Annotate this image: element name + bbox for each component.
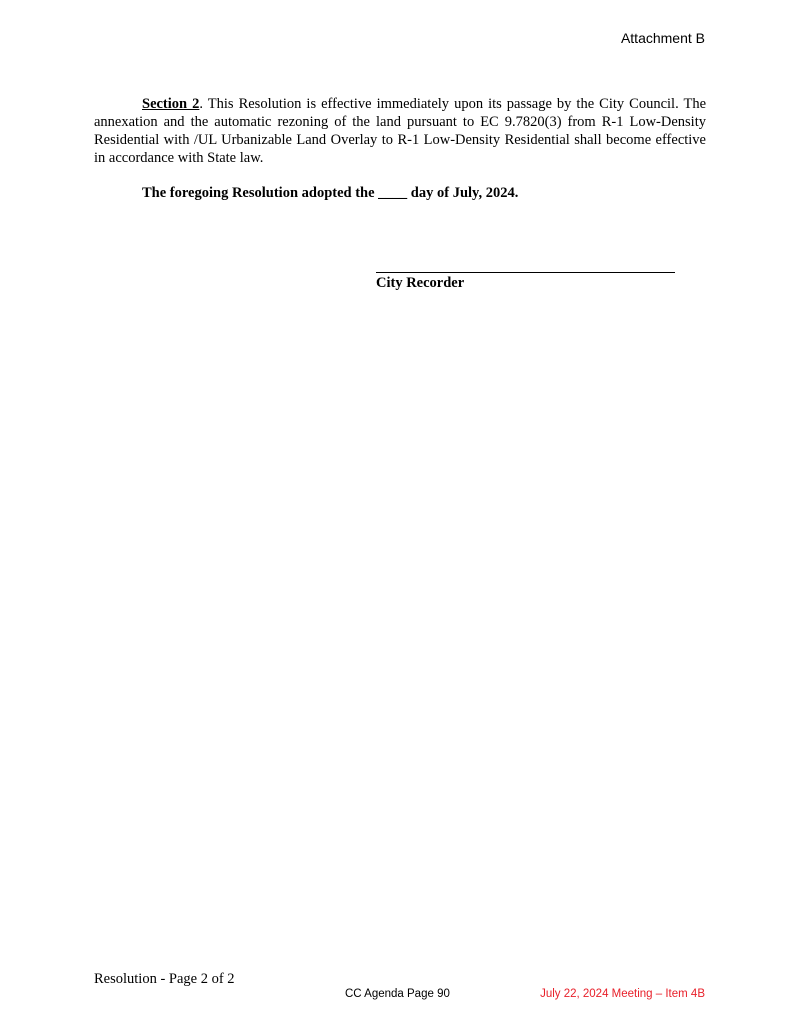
signature-title: City Recorder	[376, 275, 465, 291]
section-heading: Section 2	[142, 96, 200, 112]
section-text: . This Resolution is effective immediately upon its passage by the City Council. The annexation and the automatic rezoning of the land pursuant to EC 9.7820(3) from R-1 Low-Density Residential with /UL Urbanizable Land Overlay to R-1 Low-Density Residential shall become effective in accordance with State law.	[94, 96, 707, 166]
signature-line	[376, 272, 675, 273]
footer-meeting-label: July 22, 2024 Meeting – Item 4B	[540, 988, 705, 1000]
section-2-paragraph	[94, 95, 706, 167]
attachment-label: Attachment B	[620, 30, 705, 46]
footer-page-number: Resolution - Page 2 of 2	[94, 971, 235, 987]
footer-agenda-page: CC Agenda Page 90	[345, 988, 450, 1000]
adoption-statement: The foregoing Resolution adopted the ____ day of July, 2024.	[142, 185, 519, 201]
